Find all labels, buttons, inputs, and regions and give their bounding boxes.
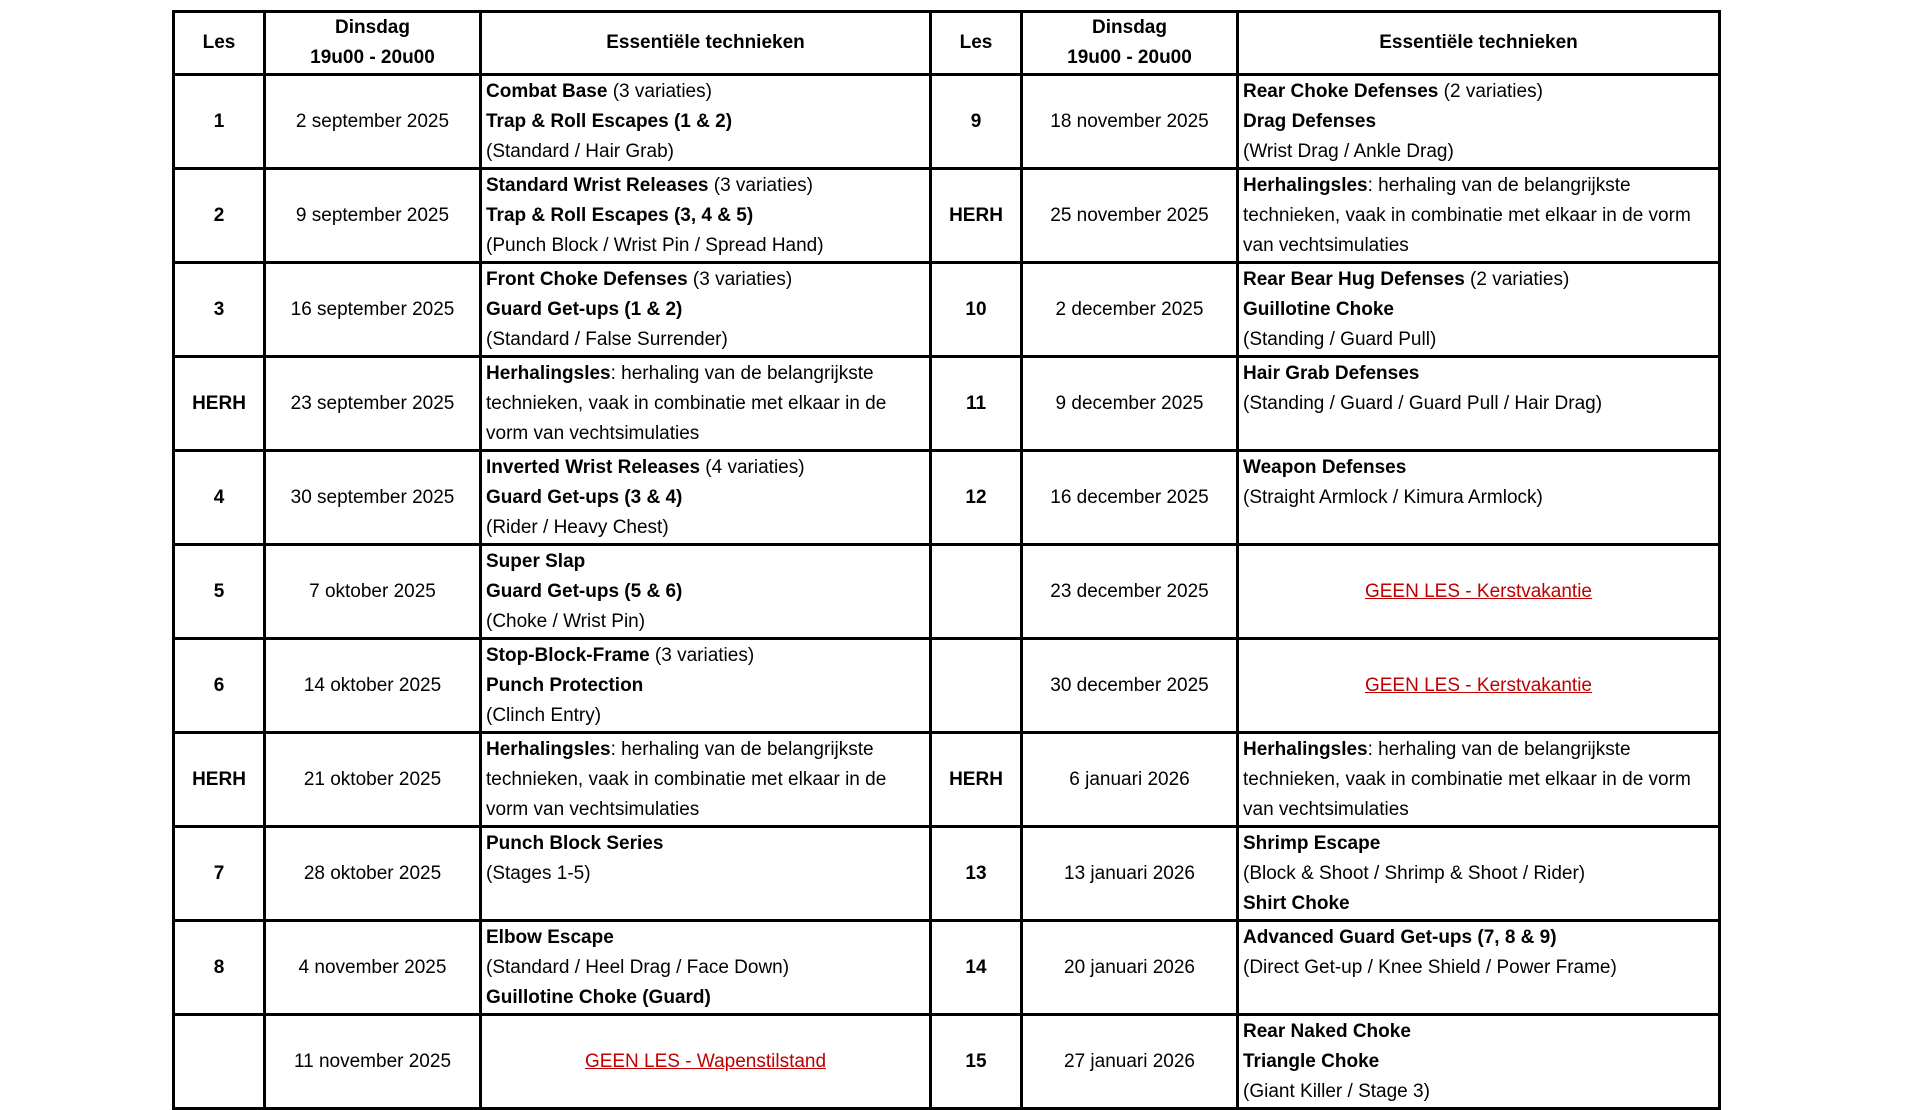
schedule-row	[174, 357, 1720, 451]
header-les: Les	[174, 12, 265, 75]
technique-line	[1243, 77, 1714, 107]
techniques-cell	[1238, 827, 1720, 921]
technique-detail: (3 variaties)	[607, 81, 712, 102]
lesson-number: 9	[931, 75, 1022, 169]
schedule-row	[174, 263, 1720, 357]
techniques-cell	[481, 827, 931, 921]
lesson-date: 11 november 2025	[265, 1015, 481, 1109]
technique-line	[486, 513, 925, 543]
schedule-row	[174, 639, 1720, 733]
technique-line	[1243, 829, 1714, 859]
technique-line	[486, 201, 925, 231]
technique-detail: (Direct Get-up / Knee Shield / Power Frame)	[1243, 957, 1617, 978]
lesson-date: 14 oktober 2025	[265, 639, 481, 733]
technique-name: Front Choke Defenses	[486, 269, 688, 290]
technique-line	[1243, 483, 1714, 513]
technique-name: Combat Base	[486, 81, 608, 102]
header-time: 19u00 - 20u00	[1067, 47, 1192, 68]
technique-detail: (Giant Killer / Stage 3)	[1243, 1081, 1430, 1102]
lesson-number: 7	[174, 827, 265, 921]
techniques-cell	[481, 733, 931, 827]
technique-line	[1243, 453, 1714, 483]
schedule-row	[174, 1015, 1720, 1109]
techniques-cell	[1238, 639, 1720, 733]
lesson-date: 18 november 2025	[1022, 75, 1238, 169]
technique-name: Shrimp Escape	[1243, 833, 1381, 854]
techniques-cell	[481, 639, 931, 733]
techniques-cell	[481, 545, 931, 639]
lesson-date: 9 december 2025	[1022, 357, 1238, 451]
lesson-date: 9 september 2025	[265, 169, 481, 263]
technique-detail: (3 variaties)	[649, 645, 755, 666]
schedule-row	[174, 75, 1720, 169]
technique-detail: (Standing / Guard / Guard Pull / Hair Drag)	[1243, 393, 1603, 414]
technique-detail: (2 variaties)	[1464, 269, 1570, 290]
technique-line	[486, 547, 925, 577]
technique-detail: (Standard / Hair Grab)	[486, 141, 674, 162]
technique-line	[1243, 889, 1714, 919]
technique-name: Elbow Escape	[486, 927, 614, 948]
technique-line	[1243, 325, 1714, 355]
lesson-number: 14	[931, 921, 1022, 1015]
lesson-date: 13 januari 2026	[1022, 827, 1238, 921]
technique-name: Shirt Choke	[1243, 893, 1350, 914]
lesson-number: 6	[174, 639, 265, 733]
lesson-date: 6 januari 2026	[1022, 733, 1238, 827]
technique-line	[1243, 265, 1714, 295]
technique-line	[1243, 1017, 1714, 1047]
lesson-number: 11	[931, 357, 1022, 451]
lesson-number	[174, 1015, 265, 1109]
technique-name: Trap & Roll Escapes (3, 4 & 5)	[486, 205, 754, 226]
lesson-date: 27 januari 2026	[1022, 1015, 1238, 1109]
technique-name: Trap & Roll Escapes (1 & 2)	[486, 111, 733, 132]
lesson-number: 12	[931, 451, 1022, 545]
review-lesson-title: Herhalingsles	[1243, 175, 1368, 196]
schedule-row	[174, 733, 1720, 827]
technique-line	[1243, 1077, 1714, 1107]
technique-line	[486, 641, 925, 671]
technique-line	[486, 859, 925, 889]
technique-line	[1243, 923, 1714, 953]
technique-name: Guard Get-ups (5 & 6)	[486, 581, 683, 602]
technique-line	[486, 77, 925, 107]
header-les: Les	[931, 12, 1022, 75]
technique-line	[486, 137, 925, 167]
technique-name: Guillotine Choke	[1243, 299, 1394, 320]
review-lesson-description: : herhaling van de belangrijkste technieken, vaak in combinatie met elkaar in de vorm van vechtsimulaties	[1243, 739, 1691, 820]
techniques-cell	[1238, 545, 1720, 639]
lesson-date: 2 december 2025	[1022, 263, 1238, 357]
lesson-schedule-table	[172, 10, 1721, 1110]
technique-name: Inverted Wrist Releases	[486, 457, 701, 478]
technique-line	[486, 923, 925, 953]
technique-detail: (Standard / Heel Drag / Face Down)	[486, 957, 790, 978]
header-day: Dinsdag	[1092, 17, 1167, 38]
techniques-cell	[1238, 733, 1720, 827]
technique-detail: (Standing / Guard Pull)	[1243, 329, 1437, 350]
techniques-cell	[1238, 1015, 1720, 1109]
technique-name: Punch Protection	[486, 675, 644, 696]
techniques-cell	[481, 451, 931, 545]
technique-line	[486, 829, 925, 859]
technique-detail: (Punch Block / Wrist Pin / Spread Hand)	[486, 235, 824, 256]
lesson-date: 7 oktober 2025	[265, 545, 481, 639]
header-date	[1022, 12, 1238, 75]
lesson-date: 23 september 2025	[265, 357, 481, 451]
techniques-cell	[1238, 75, 1720, 169]
technique-name: Rear Naked Choke	[1243, 1021, 1411, 1042]
lesson-number: 4	[174, 451, 265, 545]
lesson-date: 4 november 2025	[265, 921, 481, 1015]
technique-name: Standard Wrist Releases	[486, 175, 709, 196]
techniques-cell	[1238, 169, 1720, 263]
lesson-date: 25 november 2025	[1022, 169, 1238, 263]
lesson-date: 2 september 2025	[265, 75, 481, 169]
lesson-date: 20 januari 2026	[1022, 921, 1238, 1015]
lesson-date: 30 december 2025	[1022, 639, 1238, 733]
lesson-number: HERH	[931, 733, 1022, 827]
review-lesson-description: : herhaling van de belangrijkste technieken, vaak in combinatie met elkaar in de vorm van vechtsimulaties	[1243, 175, 1691, 256]
header-techniques: Essentiële technieken	[481, 12, 931, 75]
lesson-number: 1	[174, 75, 265, 169]
lesson-number: HERH	[931, 169, 1022, 263]
technique-line	[1243, 359, 1714, 389]
schedule-row	[174, 545, 1720, 639]
schedule-row	[174, 921, 1720, 1015]
technique-detail: (Block & Shoot / Shrimp & Shoot / Rider)	[1243, 863, 1586, 884]
technique-detail: (Rider / Heavy Chest)	[486, 517, 669, 538]
lesson-number: 5	[174, 545, 265, 639]
techniques-cell	[1238, 357, 1720, 451]
technique-name: Rear Bear Hug Defenses	[1243, 269, 1465, 290]
no-lesson-notice: GEEN LES - Kerstvakantie	[1364, 580, 1593, 602]
technique-name: Super Slap	[486, 551, 586, 572]
review-lesson-description: : herhaling van de belangrijkste technieken, vaak in combinatie met elkaar in de vorm van vechtsimulaties	[486, 739, 887, 820]
lesson-number: 2	[174, 169, 265, 263]
technique-line	[486, 107, 925, 137]
header-day: Dinsdag	[335, 17, 410, 38]
technique-line	[486, 265, 925, 295]
technique-line	[486, 607, 925, 637]
technique-detail: (Standard / False Surrender)	[486, 329, 728, 350]
technique-detail: (Choke / Wrist Pin)	[486, 611, 646, 632]
technique-name: Advanced Guard Get-ups (7, 8 & 9)	[1243, 927, 1557, 948]
techniques-cell	[1238, 451, 1720, 545]
schedule-row	[174, 451, 1720, 545]
technique-line	[486, 577, 925, 607]
lesson-number: HERH	[174, 357, 265, 451]
technique-name: Guillotine Choke (Guard)	[486, 987, 711, 1008]
technique-name: Guard Get-ups (1 & 2)	[486, 299, 683, 320]
technique-line	[486, 701, 925, 731]
technique-detail: (Stages 1-5)	[486, 863, 591, 884]
review-lesson-title: Herhalingsles	[1243, 739, 1368, 760]
header-techniques: Essentiële technieken	[1238, 12, 1720, 75]
lesson-date: 28 oktober 2025	[265, 827, 481, 921]
technique-name: Weapon Defenses	[1243, 457, 1407, 478]
techniques-cell	[481, 169, 931, 263]
lesson-number: 10	[931, 263, 1022, 357]
lesson-number	[931, 545, 1022, 639]
techniques-cell	[481, 75, 931, 169]
technique-detail: (Clinch Entry)	[486, 705, 602, 726]
technique-line	[486, 671, 925, 701]
technique-detail: (2 variaties)	[1438, 81, 1543, 102]
techniques-cell	[1238, 921, 1720, 1015]
technique-line	[1243, 107, 1714, 137]
techniques-cell	[481, 263, 931, 357]
lesson-number: 13	[931, 827, 1022, 921]
no-lesson-notice: GEEN LES - Wapenstilstand	[584, 1050, 827, 1072]
techniques-cell	[481, 357, 931, 451]
technique-detail: (Wrist Drag / Ankle Drag)	[1243, 141, 1454, 162]
technique-line	[1243, 859, 1714, 889]
technique-name: Triangle Choke	[1243, 1051, 1380, 1072]
technique-line	[486, 231, 925, 261]
technique-detail: (3 variaties)	[708, 175, 813, 196]
lesson-number: 15	[931, 1015, 1022, 1109]
technique-line	[486, 483, 925, 513]
techniques-cell	[481, 1015, 931, 1109]
header-time: 19u00 - 20u00	[310, 47, 435, 68]
technique-name: Rear Choke Defenses	[1243, 81, 1439, 102]
lesson-date: 30 september 2025	[265, 451, 481, 545]
technique-line	[486, 295, 925, 325]
techniques-cell	[1238, 263, 1720, 357]
lesson-number: HERH	[174, 733, 265, 827]
lesson-date: 16 september 2025	[265, 263, 481, 357]
lesson-number: 3	[174, 263, 265, 357]
schedule-row	[174, 169, 1720, 263]
technique-detail: (Straight Armlock / Kimura Armlock)	[1243, 487, 1543, 508]
technique-line	[1243, 1047, 1714, 1077]
technique-name: Guard Get-ups (3 & 4)	[486, 487, 683, 508]
lesson-date: 23 december 2025	[1022, 545, 1238, 639]
lesson-number: 8	[174, 921, 265, 1015]
header-date	[265, 12, 481, 75]
schedule-row	[174, 827, 1720, 921]
lesson-date: 21 oktober 2025	[265, 733, 481, 827]
technique-name: Stop-Block-Frame	[486, 645, 650, 666]
lesson-number	[931, 639, 1022, 733]
technique-name: Hair Grab Defenses	[1243, 363, 1420, 384]
technique-line	[486, 453, 925, 483]
no-lesson-notice: GEEN LES - Kerstvakantie	[1364, 674, 1593, 696]
technique-line	[1243, 953, 1714, 983]
technique-line	[486, 983, 925, 1013]
technique-line	[1243, 389, 1714, 419]
techniques-cell	[481, 921, 931, 1015]
technique-line	[486, 325, 925, 355]
review-lesson-title: Herhalingsles	[486, 363, 611, 384]
review-lesson-description: : herhaling van de belangrijkste technieken, vaak in combinatie met elkaar in de vorm van vechtsimulaties	[486, 363, 887, 444]
header-row	[174, 12, 1720, 75]
technique-line	[486, 171, 925, 201]
review-lesson-title: Herhalingsles	[486, 739, 611, 760]
technique-line	[1243, 295, 1714, 325]
technique-detail: (3 variaties)	[687, 269, 793, 290]
lesson-date: 16 december 2025	[1022, 451, 1238, 545]
technique-line	[486, 953, 925, 983]
technique-name: Drag Defenses	[1243, 111, 1377, 132]
technique-name: Punch Block Series	[486, 833, 664, 854]
technique-detail: (4 variaties)	[700, 457, 805, 478]
technique-line	[1243, 137, 1714, 167]
